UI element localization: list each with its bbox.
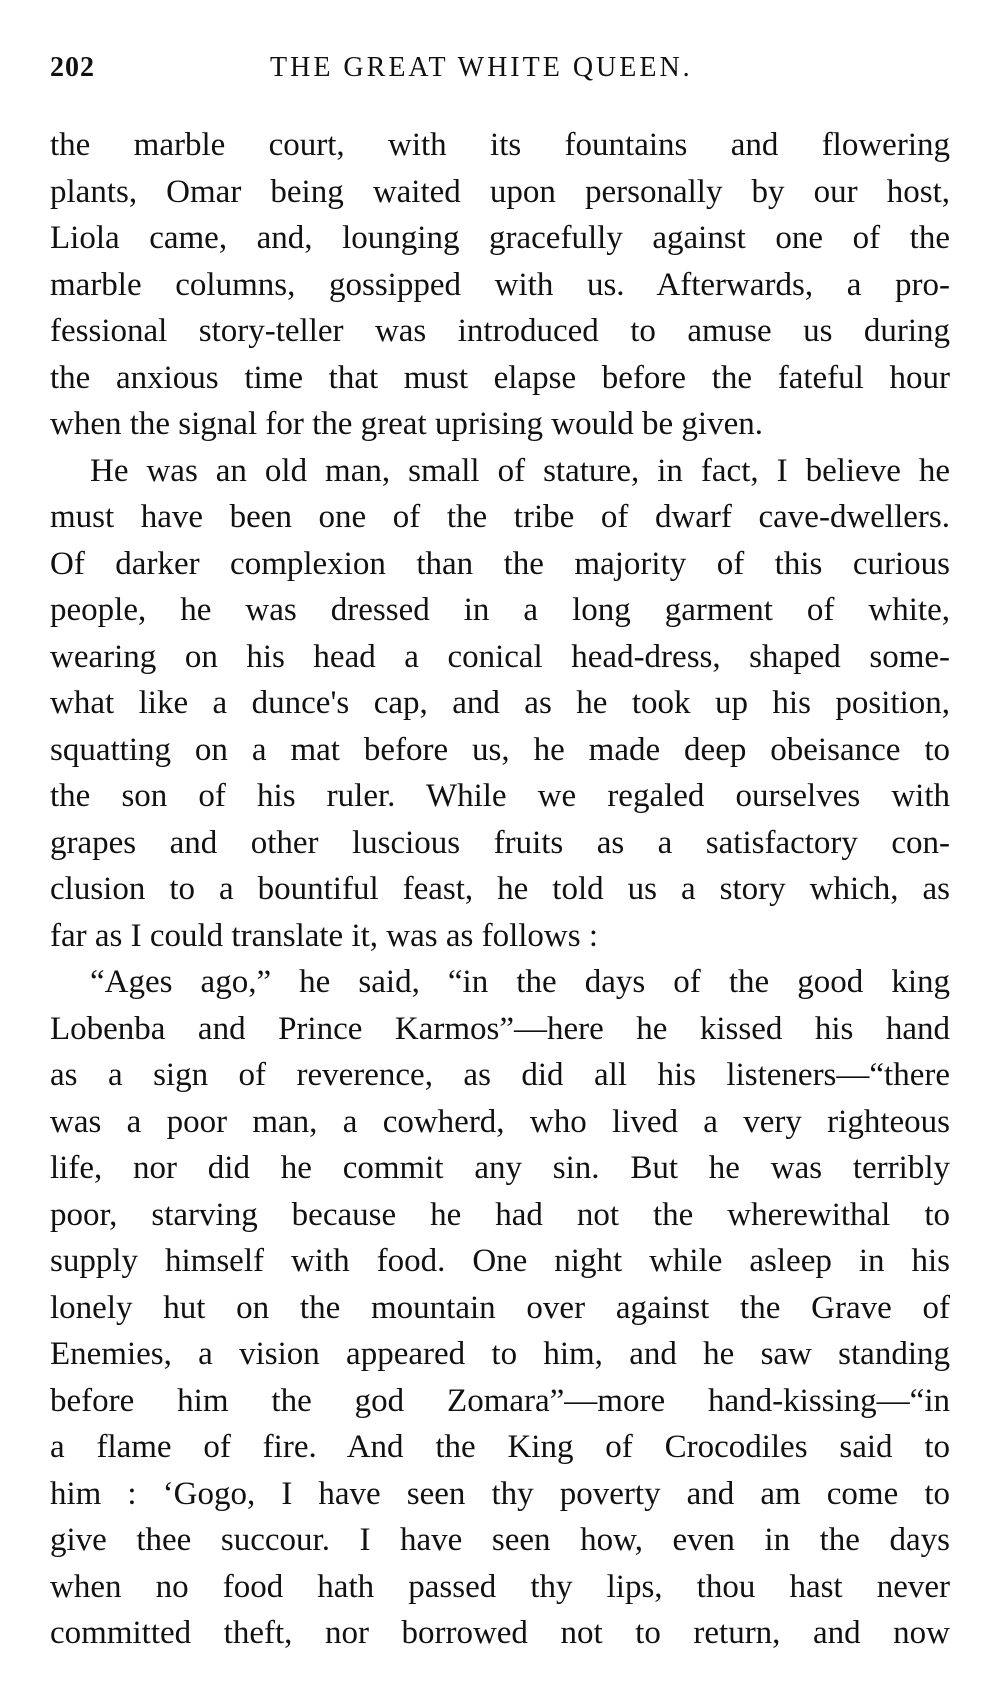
text-line: must have been one of the tribe of dwarf cave-dwellers.	[50, 499, 950, 535]
text-line: grapes and other luscious fruits as a satisfactory con-	[50, 824, 950, 861]
text-line: far as I could translate it, was as follows :	[50, 917, 599, 954]
text-line: when no food hath passed thy lips, thou hast never	[50, 1568, 950, 1605]
text-line: Liola came, and, lounging gracefully against one of the	[50, 220, 950, 256]
text-line: squatting on a mat before us, he made deep obeisance to	[50, 731, 950, 768]
text-line: committed theft, nor borrowed not to return, and now	[50, 1615, 950, 1651]
text-line: fessional story-teller was introduced to amuse us during	[50, 313, 950, 349]
text-line: clusion to a bountiful feast, he told us a story which, as	[50, 871, 950, 907]
text-line: the son of his ruler. While we regaled ourselves with	[50, 778, 950, 814]
book-title: THE GREAT WHITE QUEEN.	[270, 52, 693, 83]
text-line: when the signal for the great uprising would be given.	[50, 406, 763, 442]
text-line: Of darker complexion than the majority of this curious	[50, 545, 950, 582]
text-line: him : ‘Gogo, I have seen thy poverty and am come to	[50, 1475, 950, 1512]
paragraph-2	[50, 448, 950, 960]
text-line: life, nor did he commit any sin. But he was terribly	[50, 1150, 950, 1186]
text-line: as a sign of reverence, as did all his listeners—“there	[50, 1057, 950, 1093]
page-number: 202	[50, 52, 95, 83]
running-head	[50, 52, 950, 92]
text-line: lonely hut on the mountain over against the Grave of	[50, 1289, 950, 1326]
text-line: plants, Omar being waited upon personally by our host,	[50, 173, 950, 210]
text-line: poor, starving because he had not the wherewithal to	[50, 1196, 950, 1233]
text-line: He was an old man, small of stature, in fact, I believe he	[90, 452, 950, 489]
text-line: a flame of fire. And the King of Crocodiles said to	[50, 1429, 950, 1465]
body-text	[50, 122, 950, 1657]
text-line: the anxious time that must elapse before the fateful hour	[50, 359, 950, 396]
text-line: “Ages ago,” he said, “in the days of the good king	[90, 964, 950, 1000]
text-line: give thee succour. I have seen how, even in the days	[50, 1522, 950, 1558]
paragraph-1	[50, 122, 950, 448]
text-line: was a poor man, a cowherd, who lived a very righteous	[50, 1103, 950, 1140]
text-line: Enemies, a vision appeared to him, and he saw standing	[50, 1336, 950, 1372]
text-line: marble columns, gossipped with us. Afterwards, a pro-	[50, 266, 950, 303]
paragraph-3	[50, 959, 950, 1657]
text-line: before him the god Zomara”—more hand-kissing—“in	[50, 1382, 950, 1419]
text-line: the marble court, with its fountains and flowering	[50, 127, 950, 163]
text-line: Lobenba and Prince Karmos”—here he kissed his hand	[50, 1010, 950, 1047]
text-line: what like a dunce's cap, and as he took up his position,	[50, 685, 950, 721]
text-line: people, he was dressed in a long garment of white,	[50, 592, 950, 628]
text-line: supply himself with food. One night while asleep in his	[50, 1243, 950, 1279]
text-line: wearing on his head a conical head-dress, shaped some-	[50, 638, 950, 675]
